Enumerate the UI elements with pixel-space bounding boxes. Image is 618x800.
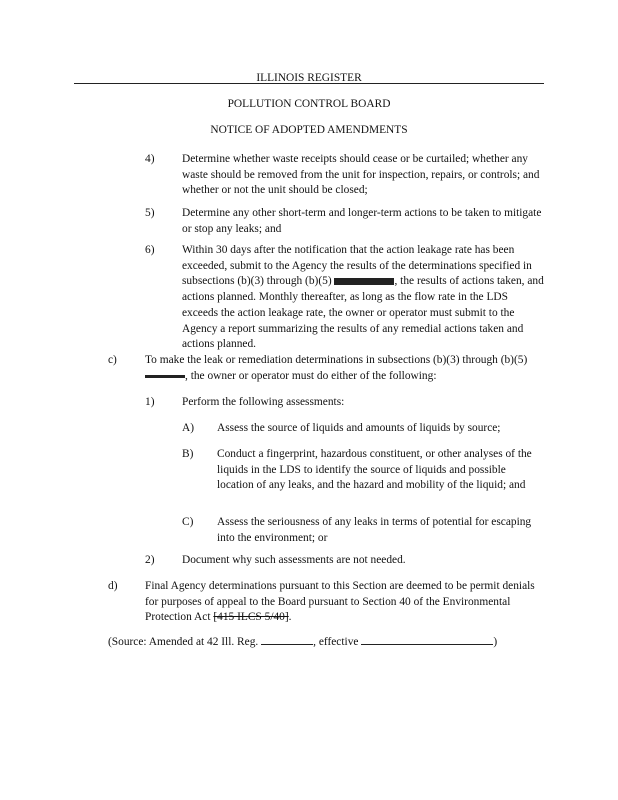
item-d-text — [145, 579, 545, 626]
item-b5-label: 5) — [145, 207, 155, 219]
item-c2-label: 2) — [145, 554, 155, 566]
notice-title: NOTICE OF ADOPTED AMENDMENTS — [210, 124, 408, 136]
source-suffix: ) — [493, 636, 498, 648]
item-cA-text: Assess the source of liquids and amounts of liquids by source; — [217, 422, 501, 434]
struck-citation: [415 ILCS 5/40] — [213, 611, 289, 624]
item-b6-label: 6) — [145, 244, 155, 256]
item-c2-text: Document why such assessments are not needed. — [182, 554, 406, 566]
register-page-blank — [261, 634, 313, 645]
item-b4-text: Determine whether waste receipts should cease or be curtailed; whether any waste should be removed from the unit for inspection, repairs, or controls; and whether or not the unit should be closed; — [182, 153, 540, 197]
item-b6-text-after: , the results of actions taken, and actions planned. Monthly thereafter, as long as the flow rate in the LDS exceeds the action leakage rate, the owner or operator must submit to the Agency a report summarizing the results of any remedial actions taken and actions planned. — [182, 275, 544, 351]
item-d-label: d) — [108, 580, 118, 592]
item-c-text-before: To make the leak or remediation determinations in subsections (b)(3) through (b)(5) — [145, 354, 528, 366]
source-prefix: (Source: Amended at 42 Ill. Reg. — [108, 636, 259, 648]
item-b6-text — [182, 243, 544, 353]
register-title: ILLINOIS REGISTER — [256, 72, 362, 84]
item-b5-text: Determine any other short-term and longer-term actions to be taken to mitigate or stop any leaks; and — [182, 207, 542, 235]
item-c1-text: Perform the following assessments: — [182, 396, 345, 408]
item-cB-label: B) — [182, 448, 194, 460]
item-c-text — [145, 353, 545, 384]
item-b6-text-before: Within 30 days after the notification that the action leakage rate has been exceeded, submit to the Agency the results of the determinations specified in subsections (b)(3) through (b)(5) — [182, 244, 532, 288]
item-b4-label: 4) — [145, 153, 155, 165]
redaction-mark — [334, 278, 394, 285]
item-cA-label: A) — [182, 422, 195, 434]
item-d-text-after: . — [288, 611, 292, 624]
redaction-mark — [145, 375, 185, 378]
item-cC-text: Assess the seriousness of any leaks in terms of potential for escaping into the environment; or — [217, 516, 532, 544]
item-d-text-before: Final Agency determinations pursuant to this Section are deemed to be permit denials for purposes of appeal to the Board pursuant to Section 40 of the Environmental Protection Act — [145, 580, 535, 624]
item-c-label: c) — [108, 354, 117, 366]
item-c1-label: 1) — [145, 396, 155, 408]
source-line — [108, 634, 548, 651]
board-title: POLLUTION CONTROL BOARD — [227, 98, 391, 110]
item-c-text-after: , the owner or operator must do either of the following: — [185, 369, 437, 382]
item-cB-text: Conduct a fingerprint, hazardous constituent, or other analyses of the liquids in the LDS to identify the source of liquids and possible location of any leaks, and the hazard and mobility of the liquid; and — [217, 448, 532, 492]
source-middle: , effective — [313, 636, 359, 648]
item-cC-label: C) — [182, 516, 194, 528]
effective-date-blank — [361, 634, 493, 645]
